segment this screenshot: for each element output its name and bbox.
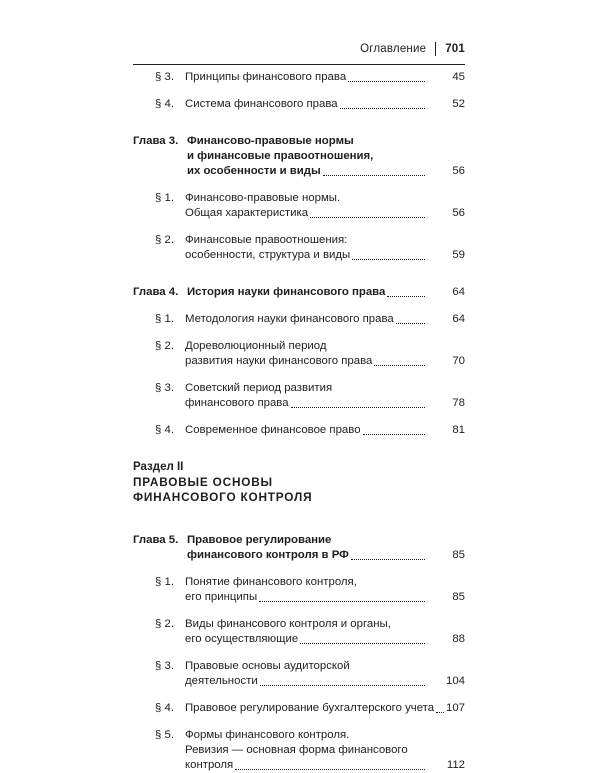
toc-entry-title-text: их особенности и виды (187, 165, 321, 177)
dot-leader (363, 434, 425, 435)
toc-entry-title-text: его принципы (185, 591, 258, 603)
toc-entry-title-text: Финансовые правоотношения: (185, 234, 348, 246)
dot-leader (351, 559, 425, 560)
section-kicker: Раздел II (133, 461, 184, 473)
toc-entry-title (185, 97, 427, 112)
toc-page-number: 52 (452, 98, 465, 110)
section-heading (133, 460, 465, 505)
toc-paragraph-entry[interactable] (133, 728, 465, 773)
toc-entry-title-text: Правовое регулирование (187, 534, 332, 546)
toc-entry-title-text: Методология науки финансового права (185, 313, 394, 325)
toc-entry-title (185, 423, 427, 438)
toc-entry-title-line (185, 248, 427, 263)
toc-entry-title (185, 701, 435, 716)
toc-entry-title-line (185, 701, 435, 716)
dot-leader (387, 296, 425, 297)
toc-entry-title (187, 134, 427, 179)
toc-entry-title-text: финансового права (185, 397, 289, 409)
toc-page-number: 88 (452, 633, 465, 645)
toc-entry-title-line (185, 233, 427, 248)
table-of-contents (133, 66, 465, 773)
toc-page-number: 70 (452, 355, 465, 367)
running-head-separator (435, 42, 436, 56)
toc-entry-number: Глава 4. (133, 286, 179, 298)
toc-entry-title (187, 285, 427, 300)
toc-entry-title-line (187, 285, 427, 300)
toc-paragraph-entry[interactable] (133, 70, 465, 85)
toc-entry-number: § 2. (155, 340, 174, 352)
dot-leader (436, 712, 444, 713)
toc-entry-title-text: Формы финансового контроля. (185, 729, 350, 741)
toc-page-number: 64 (452, 313, 465, 325)
toc-entry-title-text: Финансово-правовые нормы. (185, 192, 341, 204)
toc-entry-title-line (185, 632, 427, 647)
toc-paragraph-entry[interactable] (133, 97, 465, 112)
toc-entry-title-text: Виды финансового контроля и органы, (185, 618, 391, 630)
header-rule (133, 64, 465, 65)
toc-paragraph-entry[interactable] (133, 339, 465, 369)
toc-entry-number: § 4. (155, 702, 174, 714)
toc-page-number: 59 (452, 249, 465, 261)
toc-entry-title (185, 233, 427, 263)
running-head-title: Оглавление (360, 43, 427, 55)
toc-entry-title-line (185, 617, 427, 632)
toc-group-part2 (133, 533, 465, 773)
dot-leader (396, 323, 425, 324)
toc-entry-number: § 1. (155, 192, 174, 204)
section-title-line-1: ПРАВОВЫЕ ОСНОВЫ (133, 475, 273, 489)
toc-entry-title-line (185, 674, 427, 689)
toc-entry-number: § 2. (155, 618, 174, 630)
toc-entry-title-text: Принципы финансового права (185, 71, 347, 83)
toc-entry-title-line (185, 423, 427, 438)
dot-leader (300, 643, 425, 644)
toc-page-number: 85 (452, 591, 465, 603)
toc-paragraph-entry[interactable] (133, 312, 465, 327)
toc-chapter-entry[interactable] (133, 285, 465, 300)
toc-entry-title-line (185, 659, 427, 674)
toc-entry-title-text: и финансовые правоотношения, (187, 150, 374, 162)
toc-entry-title (187, 533, 427, 563)
toc-entry-title-text: особенности, структура и виды (185, 249, 351, 261)
running-head (133, 38, 465, 60)
toc-entry-number: § 4. (155, 98, 174, 110)
toc-entry-title-text: Дореволюционный период (185, 340, 327, 352)
toc-paragraph-entry[interactable] (133, 617, 465, 647)
toc-page-number: 45 (452, 71, 465, 83)
toc-page-number: 85 (452, 549, 465, 561)
toc-entry-title (185, 575, 427, 605)
toc-entry-title-line (185, 339, 427, 354)
toc-entry-title-line (185, 758, 427, 773)
toc-entry-title-line (185, 396, 427, 411)
toc-entry-title (185, 70, 427, 85)
dot-leader (259, 601, 425, 602)
toc-entry-title-line (187, 134, 427, 149)
toc-page-number: 56 (452, 207, 465, 219)
toc-entry-title (185, 381, 427, 411)
toc-entry-title-line (185, 97, 427, 112)
toc-entry-number: § 3. (155, 382, 174, 394)
toc-entry-title (185, 339, 427, 369)
toc-entry-title-line (185, 590, 427, 605)
toc-page-number: 64 (452, 286, 465, 298)
toc-entry-title-text: Система финансового права (185, 98, 338, 110)
dot-leader (291, 407, 425, 408)
toc-entry-title (185, 191, 427, 221)
toc-entry-title-line (185, 743, 427, 758)
section-title-line-2: ФИНАНСОВОГО КОНТРОЛЯ (133, 490, 313, 504)
toc-entry-title-line (187, 548, 427, 563)
toc-entry-title-text: Современное финансовое право (185, 424, 361, 436)
toc-group-part1 (133, 70, 465, 438)
toc-entry-title-line (185, 70, 427, 85)
toc-entry-title-text: Финансово-правовые нормы (187, 135, 354, 147)
toc-entry-title-text: Ревизия — основная форма финансового (185, 744, 408, 756)
dot-leader (310, 217, 425, 218)
toc-entry-number: § 3. (155, 71, 174, 83)
toc-entry-title-line (185, 575, 427, 590)
toc-entry-title-text: Правовые основы аудиторской (185, 660, 350, 672)
toc-entry-title (185, 659, 427, 689)
toc-entry-title-line (185, 354, 427, 369)
toc-entry-title-line (187, 149, 427, 164)
toc-page-number: 81 (452, 424, 465, 436)
toc-entry-number: § 3. (155, 660, 174, 672)
toc-page-number: 56 (452, 165, 465, 177)
dot-leader (348, 81, 425, 82)
dot-leader (374, 365, 425, 366)
toc-entry-number: § 1. (155, 576, 174, 588)
toc-entry-title-line (185, 312, 427, 327)
dot-leader (260, 685, 425, 686)
toc-entry-title-text: Общая характеристика (185, 207, 309, 219)
dot-leader (352, 259, 425, 260)
toc-paragraph-entry[interactable] (133, 191, 465, 221)
toc-paragraph-entry[interactable] (133, 659, 465, 689)
toc-entry-title-line (185, 728, 427, 743)
toc-entry-title-text: деятельности (185, 675, 258, 687)
toc-paragraph-entry[interactable] (133, 233, 465, 263)
toc-entry-title-line (185, 191, 427, 206)
toc-paragraph-entry[interactable] (133, 701, 465, 716)
toc-page-number: 78 (452, 397, 465, 409)
dot-leader (323, 175, 425, 176)
toc-page-number: 107 (445, 702, 465, 714)
dot-leader (340, 108, 425, 109)
toc-entry-title-text: его осуществляющие (185, 633, 299, 645)
toc-page-number: 112 (446, 759, 465, 771)
toc-entry-title-line (187, 533, 427, 548)
toc-chapter-entry[interactable] (133, 134, 465, 179)
toc-entry-title-text: Правовое регулирование бухгалтерского учета (185, 702, 435, 714)
toc-entry-title-text: финансового контроля в РФ (187, 549, 349, 561)
toc-entry-number: Глава 5. (133, 534, 179, 546)
toc-entry-number: § 4. (155, 424, 174, 436)
toc-entry-title-text: Советский период развития (185, 382, 333, 394)
toc-entry-title-line (185, 206, 427, 221)
toc-entry-number: Глава 3. (133, 135, 179, 147)
toc-entry-title-text: контроля (185, 759, 234, 771)
toc-entry-title-text: Понятие финансового контроля, (185, 576, 357, 588)
toc-entry-title-line (185, 381, 427, 396)
toc-page-number: 104 (445, 675, 465, 687)
toc-entry-title-text: История науки финансового права (187, 286, 386, 298)
toc-entry-title (185, 728, 427, 773)
toc-entry-title-line (187, 164, 427, 179)
page-number: 701 (445, 43, 465, 55)
toc-entry-title-text: развития науки финансового права (185, 355, 373, 367)
toc-chapter-entry[interactable] (133, 533, 465, 563)
dot-leader (235, 769, 425, 770)
toc-entry-title (185, 312, 427, 327)
toc-entry-number: § 1. (155, 313, 174, 325)
toc-entry-title (185, 617, 427, 647)
toc-paragraph-entry[interactable] (133, 381, 465, 411)
toc-paragraph-entry[interactable] (133, 423, 465, 438)
toc-paragraph-entry[interactable] (133, 575, 465, 605)
toc-entry-number: § 2. (155, 234, 174, 246)
toc-entry-number: § 5. (155, 729, 174, 741)
